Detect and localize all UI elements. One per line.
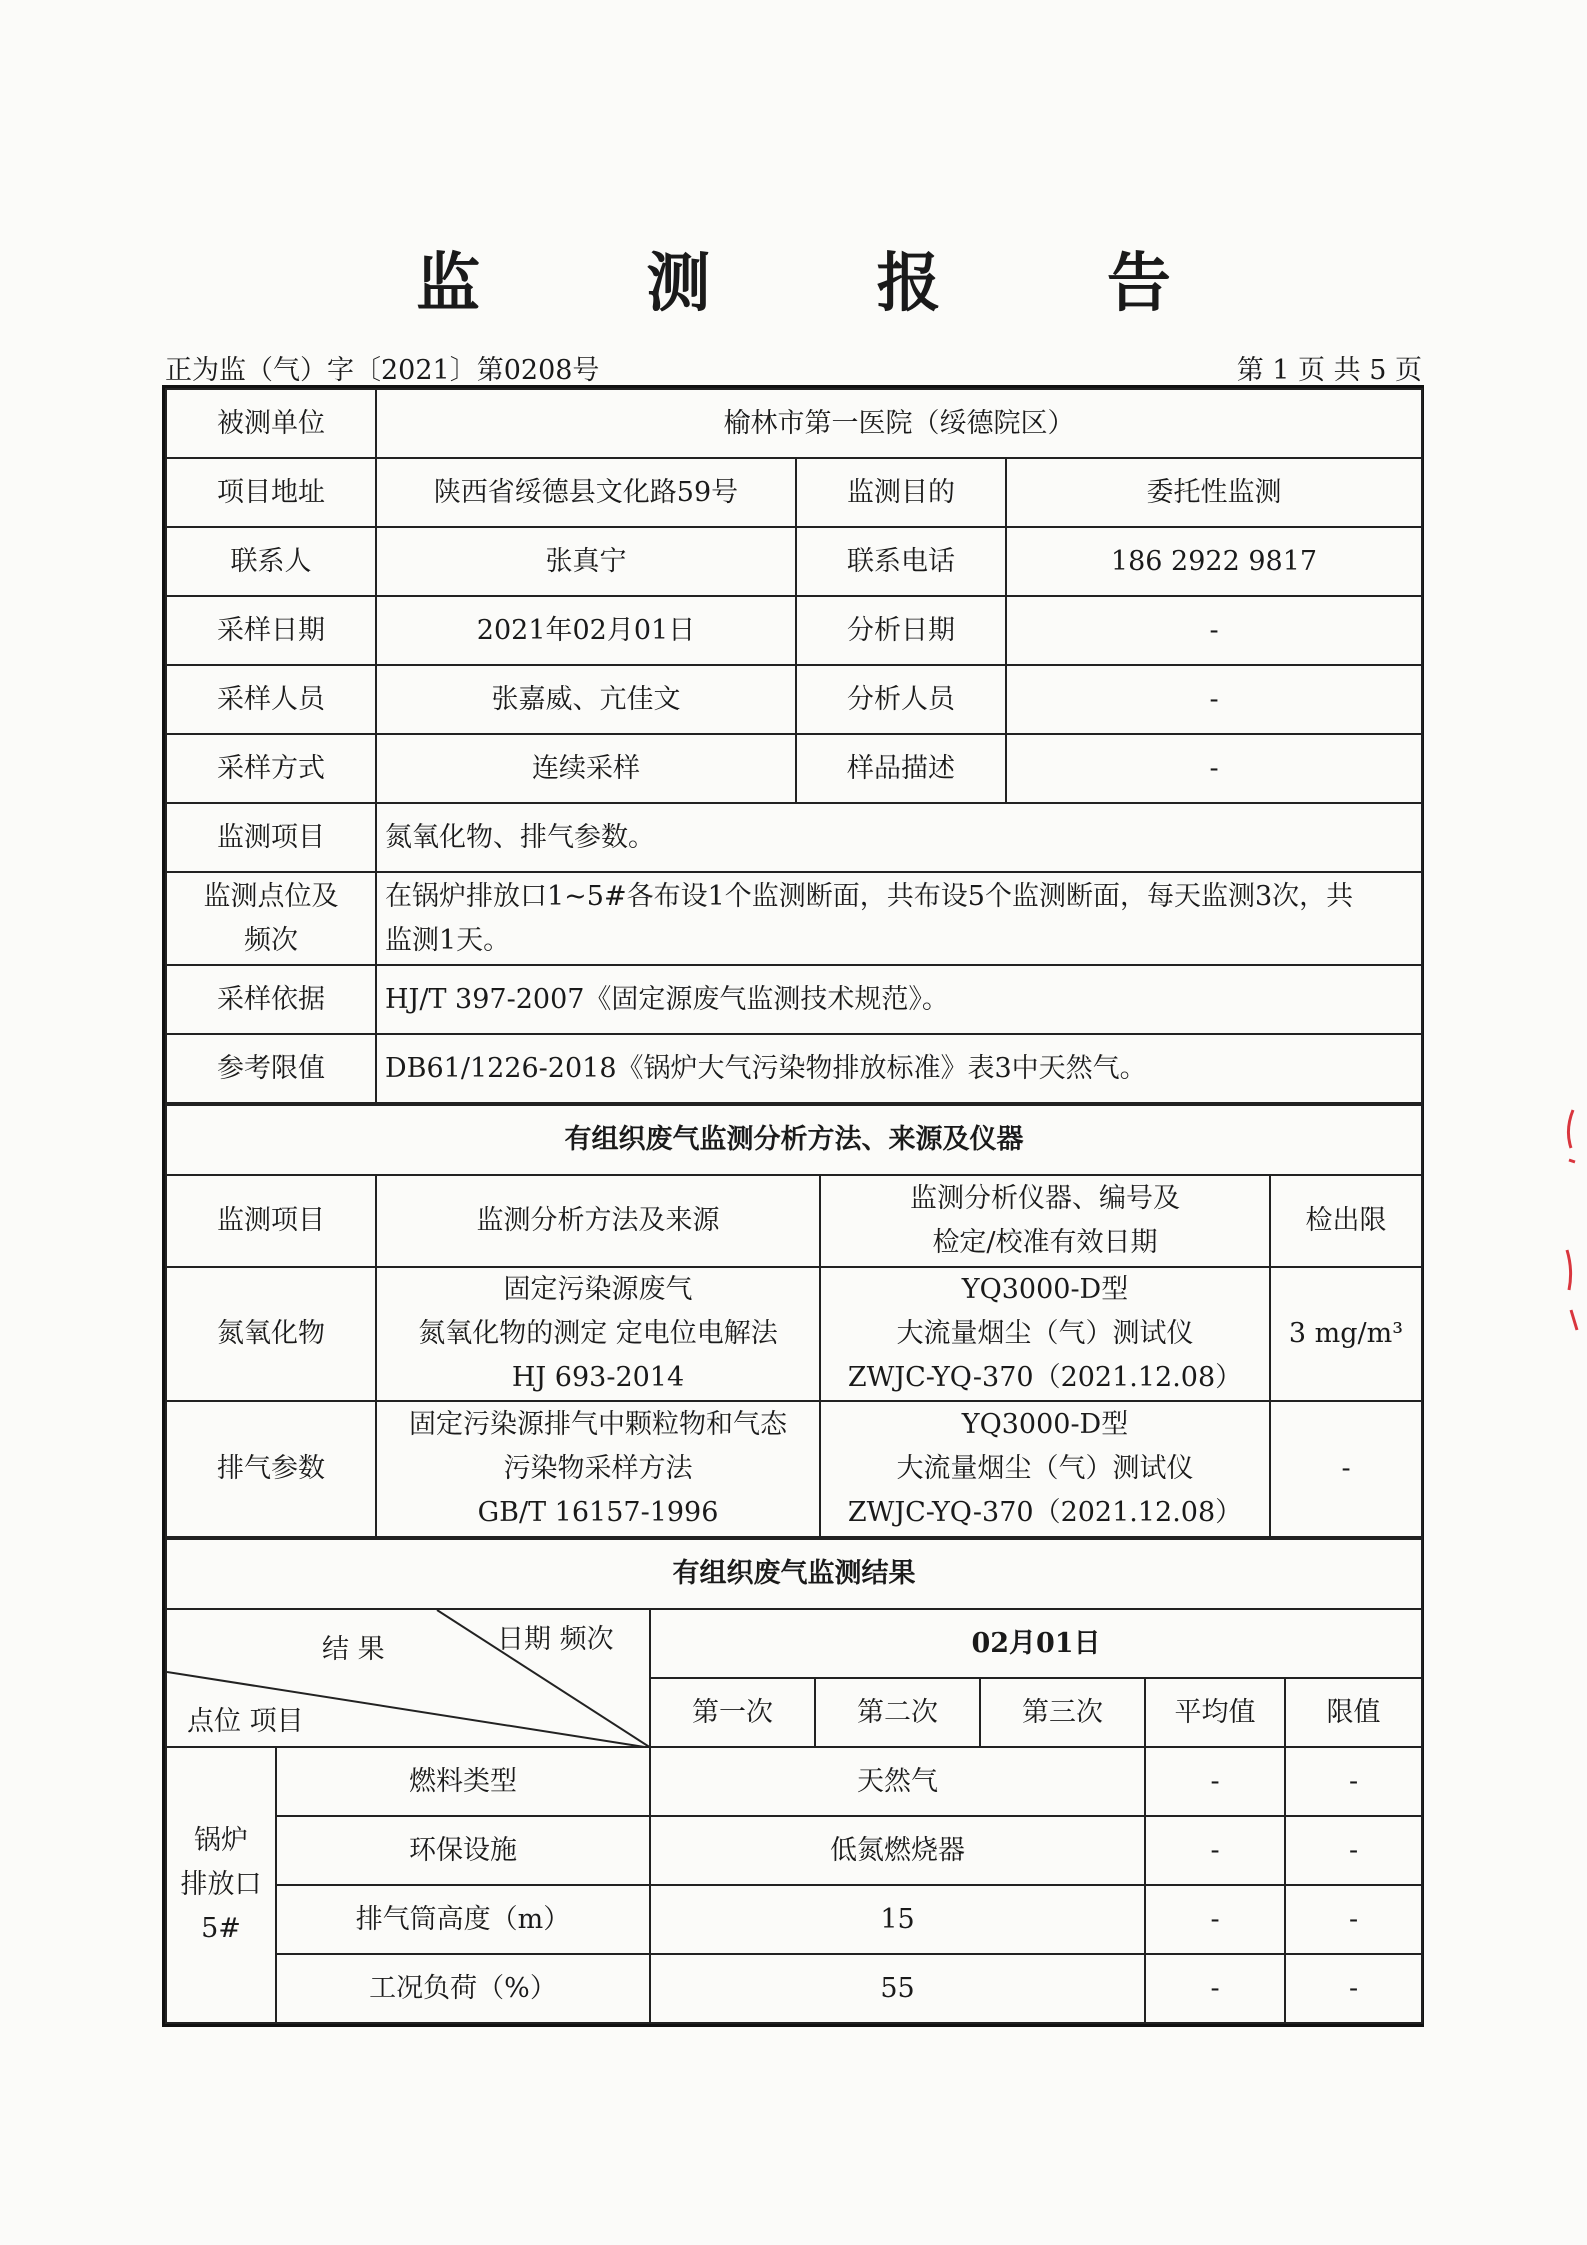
purpose-value: 委托性监测 <box>1006 458 1422 527</box>
methods-row-item: 氮氧化物 <box>166 1267 376 1401</box>
point-line: 5# <box>201 1913 241 1944</box>
results-row-name: 燃料类型 <box>276 1747 650 1816</box>
sample-date-label: 采样日期 <box>166 596 376 665</box>
methods-row-limit: 3 mg/m³ <box>1270 1267 1422 1401</box>
methods-header-limit: 检出限 <box>1270 1175 1422 1267</box>
methods-row <box>166 1401 1422 1537</box>
results-row-limit: - <box>1285 1816 1422 1885</box>
analysis-date-label: 分析日期 <box>796 596 1006 665</box>
results-section-title: 有组织废气监测结果 <box>166 1539 1422 1609</box>
unit-value: 榆林市第一医院（绥德院区） <box>376 389 1422 458</box>
items-value: 氮氧化物、排气参数。 <box>376 803 1422 872</box>
points-label-line2: 频次 <box>244 924 298 956</box>
desc-label: 样品描述 <box>796 734 1006 803</box>
items-label: 监测项目 <box>166 803 376 872</box>
methods-header-instrument-line1: 监测分析仪器、编号及 <box>910 1183 1180 1214</box>
analysis-date-value: - <box>1006 596 1422 665</box>
results-row-avg: - <box>1145 1885 1285 1954</box>
methods-section-title: 有组织废气监测分析方法、来源及仪器 <box>166 1105 1422 1175</box>
contact-value: 张真宁 <box>376 527 796 596</box>
methods-row-method <box>376 1267 820 1401</box>
methods-header-item: 监测项目 <box>166 1175 376 1267</box>
results-row <box>166 1954 1422 2023</box>
point-line: 锅炉 <box>194 1825 248 1856</box>
sampler-value: 张嘉威、亢佳文 <box>376 665 796 734</box>
methods-row-method <box>376 1401 820 1537</box>
results-col-second: 第二次 <box>815 1678 980 1747</box>
results-col-third: 第三次 <box>980 1678 1145 1747</box>
points-value-line2: 监测1天。 <box>385 924 511 956</box>
results-row-limit: - <box>1285 1747 1422 1816</box>
method-line: HJ 693-2014 <box>511 1362 685 1393</box>
limit-label: 参考限值 <box>166 1034 376 1103</box>
results-row-value: 55 <box>650 1954 1145 2023</box>
results-row-avg: - <box>1145 1954 1285 2023</box>
corner-date-label: 日期 频次 <box>497 1624 614 1655</box>
sampler-label: 采样人员 <box>166 665 376 734</box>
results-row-limit: - <box>1285 1885 1422 1954</box>
points-value-line1: 在锅炉排放口1~5#各布设1个监测断面，共布设5个监测断面，每天监测3次，共 <box>385 880 1354 912</box>
methods-row-limit: - <box>1270 1401 1422 1537</box>
results-col-first: 第一次 <box>650 1678 815 1747</box>
method-line: 污染物采样方法 <box>503 1453 693 1484</box>
methods-row-item: 排气参数 <box>166 1401 376 1537</box>
analyst-label: 分析人员 <box>796 665 1006 734</box>
purpose-label: 监测目的 <box>796 458 1006 527</box>
results-row-name: 工况负荷（%） <box>276 1954 650 2023</box>
corner-point-label: 点位 项目 <box>187 1706 304 1737</box>
analyst-value: - <box>1006 665 1422 734</box>
results-row-avg: - <box>1145 1816 1285 1885</box>
results-row-name: 环保设施 <box>276 1816 650 1885</box>
basis-value: HJ/T 397-2007《固定源废气监测技术规范》。 <box>376 965 1422 1034</box>
address-label: 项目地址 <box>166 458 376 527</box>
method-line: 氮氧化物的测定 定电位电解法 <box>418 1318 778 1349</box>
results-point <box>166 1747 276 2023</box>
sample-date-value: 2021年02月01日 <box>376 596 796 665</box>
method-line: GB/T 16157-1996 <box>477 1497 719 1528</box>
points-label-line1: 监测点位及 <box>203 880 339 912</box>
results-col-average: 平均值 <box>1145 1678 1285 1747</box>
unit-label: 被测单位 <box>166 389 376 458</box>
point-line: 排放口 <box>180 1869 262 1900</box>
page-info: 第 1 页 共 5 页 <box>1236 355 1422 386</box>
results-row-value: 天然气 <box>650 1747 1145 1816</box>
method-label: 采样方式 <box>166 734 376 803</box>
points-label <box>166 872 376 965</box>
instrument-line: YQ3000-D型 <box>961 1409 1129 1440</box>
results-row <box>166 1885 1422 1954</box>
instrument-line: YQ3000-D型 <box>961 1274 1129 1305</box>
basis-label: 采样依据 <box>166 965 376 1034</box>
methods-table <box>165 1104 1423 1538</box>
methods-header-method: 监测分析方法及来源 <box>376 1175 820 1267</box>
instrument-line: ZWJC-YQ-370（2021.12.08） <box>847 1362 1243 1393</box>
methods-row-instrument <box>820 1401 1270 1537</box>
results-row-name: 排气筒高度（m） <box>276 1885 650 1954</box>
results-row-limit: - <box>1285 1954 1422 2023</box>
limit-value: DB61/1226-2018《锅炉大气污染物排放标准》表3中天然气。 <box>376 1034 1422 1103</box>
methods-header-instrument-line2: 检定/校准有效日期 <box>932 1227 1158 1258</box>
instrument-line: ZWJC-YQ-370（2021.12.08） <box>847 1497 1243 1528</box>
desc-value: - <box>1006 734 1422 803</box>
instrument-line: 大流量烟尘（气）测试仪 <box>896 1318 1194 1349</box>
report-title: 监 测 报 告 <box>416 247 1243 321</box>
info-table <box>165 388 1423 1104</box>
method-value: 连续采样 <box>376 734 796 803</box>
results-table <box>165 1538 1423 2024</box>
methods-row-instrument <box>820 1267 1270 1401</box>
method-line: 固定污染源废气 <box>503 1274 693 1305</box>
method-line: 固定污染源排气中颗粒物和气态 <box>409 1409 787 1440</box>
points-value <box>376 872 1422 965</box>
results-row-avg: - <box>1145 1747 1285 1816</box>
phone-label: 联系电话 <box>796 527 1006 596</box>
methods-header-instrument <box>820 1175 1270 1267</box>
results-row <box>166 1747 1422 1816</box>
results-col-limit: 限值 <box>1285 1678 1422 1747</box>
results-corner-header <box>166 1609 650 1747</box>
contact-label: 联系人 <box>166 527 376 596</box>
results-date: 02月01日 <box>650 1609 1422 1678</box>
corner-result-label: 结 果 <box>322 1634 385 1665</box>
address-value: 陕西省绥德县文化路59号 <box>376 458 796 527</box>
instrument-line: 大流量烟尘（气）测试仪 <box>896 1453 1194 1484</box>
results-row-value: 15 <box>650 1885 1145 1954</box>
document-number: 正为监（气）字〔2021〕第0208号 <box>165 355 600 386</box>
results-row-value: 低氮燃烧器 <box>650 1816 1145 1885</box>
phone-value: 186 2922 9817 <box>1006 527 1422 596</box>
red-seal-fragment <box>1559 1100 1579 1360</box>
results-row <box>166 1816 1422 1885</box>
methods-row <box>166 1267 1422 1401</box>
